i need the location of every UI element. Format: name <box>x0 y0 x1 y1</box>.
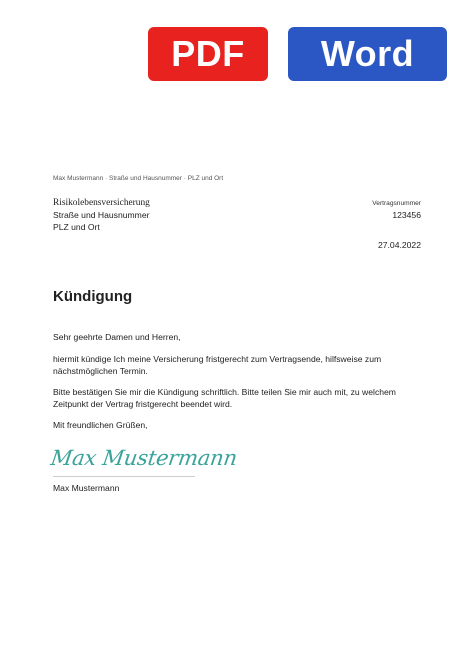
body-paragraph-1: hiermit kündige Ich meine Versicherung fristgerecht zum Vertragsende, hilfsweise zum nächstmöglichen Termin. <box>53 354 382 376</box>
word-button-label: Word <box>320 33 415 74</box>
sender-name: Max Mustermann <box>53 483 120 493</box>
pdf-download-button[interactable] <box>148 27 268 81</box>
closing: Mit freundlichen Grüßen, <box>53 420 148 430</box>
contract-number: 123456 <box>392 210 421 220</box>
body-paragraph-2: Bitte bestätigen Sie mir die Kündigung schriftlich. Bitte teilen Sie mir auch mit, zu welchem Zeitpunkt der Vertrag fristgerecht beendet wird. <box>53 387 396 409</box>
recipient-street: Straße und Hausnummer <box>53 210 150 220</box>
word-download-button[interactable] <box>288 27 447 81</box>
salutation: Sehr geehrte Damen und Herren, <box>53 332 181 342</box>
contract-number-label: Vertragsnummer <box>372 200 421 207</box>
sender-line: Max Mustermann · Straße und Hausnummer · PLZ und Ort <box>53 175 224 182</box>
handwritten-signature: Max Mustermann <box>49 446 239 470</box>
signature-line <box>53 476 195 477</box>
recipient-address <box>53 197 150 233</box>
letter-date: 27.04.2022 <box>377 240 421 250</box>
recipient-company: Risikolebensversicherung <box>53 198 150 208</box>
recipient-city: PLZ und Ort <box>53 222 100 232</box>
letter-subject: Kündigung <box>53 288 133 305</box>
contract-info <box>372 199 421 221</box>
pdf-button-label: PDF <box>171 33 245 74</box>
